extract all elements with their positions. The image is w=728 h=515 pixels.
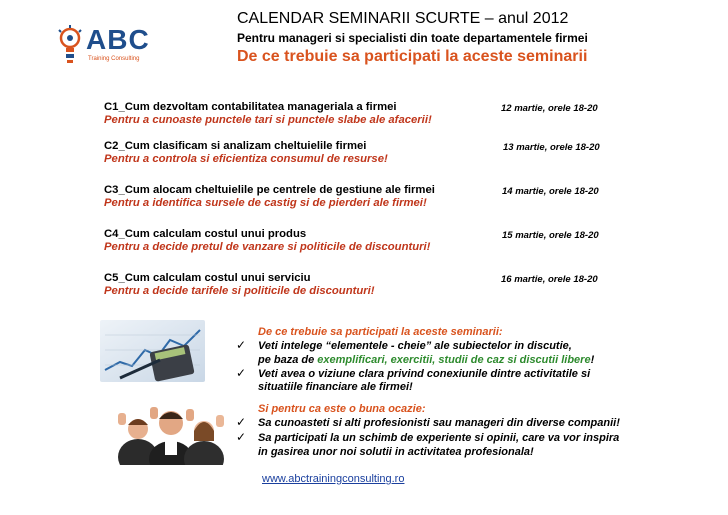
course-benefit: Pentru a identifica sursele de castig si de pierderi ale firmei! <box>104 197 427 209</box>
course-item-c3 <box>104 184 644 209</box>
occasion-bullet-1: Sa cunoasteti si alti profesionisti sau manageri din diverse companii! <box>258 417 620 429</box>
course-date: 15 martie, orele 18-20 <box>502 230 599 241</box>
why-bullet-2-line-1: Veti avea o viziune clara privind conexiunile dintre activitatile si <box>258 368 591 380</box>
page-subtitle: Pentru manageri si specialisti din toate departamentele firmei <box>237 31 588 45</box>
why-bullet-1-line-1: Veti intelege “elementele - cheie” ale subiectelor in discutie, <box>258 340 572 352</box>
course-benefit: Pentru a controla si eficientiza consumul de resurse! <box>104 153 388 165</box>
occasion-heading: Si pentru ca este o buna ocazie: <box>258 403 426 415</box>
page-tagline: De ce trebuie sa participati la aceste seminarii <box>237 48 588 65</box>
logo-name: ABC <box>86 24 150 55</box>
course-date: 12 martie, orele 18-20 <box>501 103 598 114</box>
course-date: 13 martie, orele 18-20 <box>503 142 600 153</box>
check-icon: ✓ <box>236 430 247 444</box>
course-name: C3_Cum alocam cheltuielile pe centrele de gestiune ale firmei <box>104 184 435 196</box>
course-date: 16 martie, orele 18-20 <box>501 274 598 285</box>
course-name: C4_Cum calculam costul unui produs <box>104 228 307 240</box>
why-bullet-1-line-2 <box>258 353 594 367</box>
why-bullet-1-prefix: pe baza de <box>258 354 318 366</box>
why-heading: De ce trebuie sa participati la aceste seminarii: <box>258 326 503 338</box>
website-link[interactable]: www.abctrainingconsulting.ro <box>262 473 405 485</box>
team-thumbs-up-image <box>116 385 226 465</box>
course-benefit: Pentru a decide tarifele si politicile de discounturi! <box>104 285 375 297</box>
course-item-c1 <box>104 101 644 126</box>
lightbulb-logo-icon <box>56 24 84 68</box>
page-title: CALENDAR SEMINARII SCURTE – anul 2012 <box>237 10 569 27</box>
logo-subtitle: Training Consulting <box>88 56 140 62</box>
why-bullet-1-highlight: exemplificari, exercitii, studii de caz si discutii libere <box>317 354 591 366</box>
occasion-bullet-2-line-1: Sa participati la un schimb de experiente si opinii, care va vor inspira <box>258 432 620 444</box>
check-icon: ✓ <box>236 366 247 380</box>
occasion-bullet-2-line-2: in gasirea unor noi solutii in activitatea profesionala! <box>258 446 534 458</box>
course-name: C1_Cum dezvoltam contabilitatea manageriala a firmei <box>104 101 397 113</box>
course-benefit: Pentru a decide pretul de vanzare si politicile de discounturi! <box>104 241 431 253</box>
finance-calculator-image <box>100 320 205 382</box>
course-name: C5_Cum calculam costul unui serviciu <box>104 272 311 284</box>
why-bullet-1-suffix: ! <box>590 354 595 366</box>
company-logo <box>56 22 150 70</box>
course-item-c4 <box>104 228 644 253</box>
course-item-c5 <box>104 272 644 297</box>
course-name: C2_Cum clasificam si analizam cheltuielile firmei <box>104 140 367 152</box>
check-icon: ✓ <box>236 415 247 429</box>
check-icon: ✓ <box>236 338 247 352</box>
course-benefit: Pentru a cunoaste punctele tari si punctele slabe ale afacerii! <box>104 114 432 126</box>
why-bullet-2-line-2: situatiile financiare ale firmei! <box>258 381 413 393</box>
course-item-c2 <box>104 140 644 165</box>
course-date: 14 martie, orele 18-20 <box>502 186 599 197</box>
